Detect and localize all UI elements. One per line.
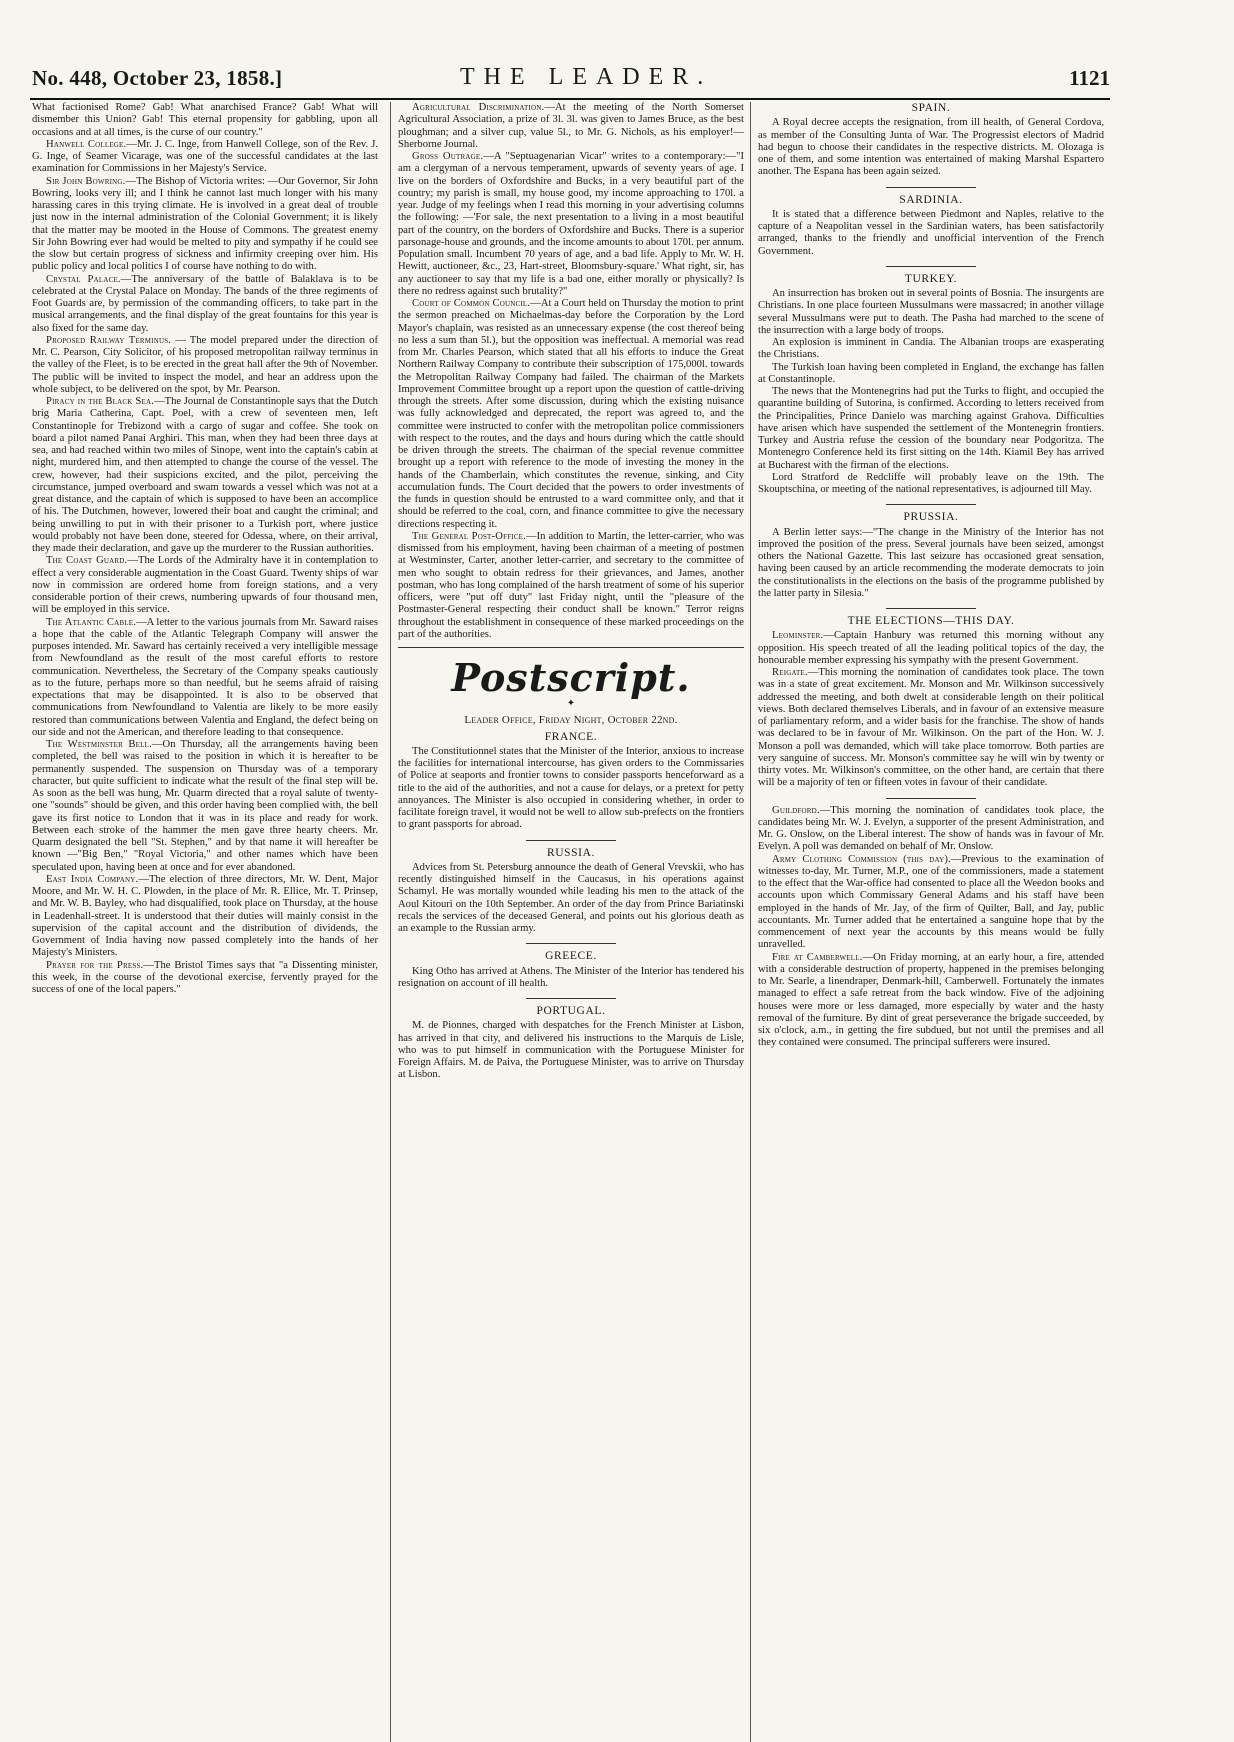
article-text: Advices from St. Petersburg announce the death of General Vrevskii, who has recently distinguished himself in the Caucasus, in his operations against Schamyl. He was mortally wounded while leading his men to the attack of the Aoul Kitouri on the 10th September. An order of the day from Prince Bariatinski recals the services of the deceased General, and points out his glorious death as an example to the Russian army. [398,861,744,934]
postscript-title: Postscript. [451,655,691,700]
article-text: King Otho has arrived at Athens. The Minister of the Interior has tendered his resignation on account of ill health. [398,965,744,989]
section-heading-sardinia: SARDINIA. [899,193,963,206]
article-text: —The Bristol Times says that "a Dissenting minister, this week, in the course of the devotional exercise, fervently prayed for the success of one of the local papers." [32,959,379,995]
article-paragraph [32,960,378,997]
section-rule [398,647,744,648]
article-head: Guildford. [772,804,820,816]
article-head: The Atlantic Cable. [46,616,137,628]
article-text: —This morning the nomination of candidates took place, the candidates being Mr. W. J. Evelyn, a supporter of the present Administration, and Mr. G. Onslow, on the Liberal interest. The show of hands was in favour of Mr. Evelyn. A poll was demanded on behalf of Mr. Onslow. [758,804,1104,853]
article-text: —The election of three directors, Mr. W. Dent, Major Moore, and Mr. W. H. C. Plowden, in the place of Mr. R. Ellice, Mr. T. Prinsep, and Mr. W. B. Bayley, who had disqualified, took place on Thursday, at the house in Leadenhall-street. It is understood that their duties will mainly consist in the supervision of the capital account and the distribution of dividends, the Government of India having now passed completely into the hands of her Majesty's Ministers. [32,873,378,959]
article-text: What factionised Rome? Gab! What anarchised France? Gab! What will dismember this Union? Gab! This eternal propensity for gabbling, upon all occasions and at all times, is the curse of our country." [32,102,378,138]
article-paragraph [32,335,378,396]
section-rule [526,998,616,999]
section-rule [886,187,976,188]
article-text: The news that the Montenegrins had put the Turks to flight, and occupied the quarantine building of Sutorina, is confirmed. According to letters received from the Principalities, Prince Danielo was marching against Grahova. Difficulties have arisen which have suspended the settlement of the Montenegrin frontiers. Turkey and Austria refuse the cession of the boundary near Podgoritza. The Montenegro Conference held its first sitting on the 14th. Kiamil Bey has arrived at Bucharest with the firman of the elections. [758,386,1104,471]
article-head: Leominster. [772,630,824,642]
article-text: —This morning the nomination of candidates took place. The town was in a state of great excitement. Mr. Monson and Mr. Wilkinson successively addressed the meeting, and both dwelt at considerable length on their political views. Both declared themselves Liberals, and in favour of an extensive measure of parliamentary reform, and a wider basis for the franchise. The show of hands was declared to be in favour of Mr. Wilkinson. On the part of the Hon. W. J. Monson a poll was demanded, which will take place tomorrow. Both parties are very sanguine of success. Mr. Monson's committee say he will win by twenty or thirty votes. Mr. Wilkinson's committee, on the other hand, are certain that there will be a majority of ten or fifteen votes in favour of their candidate. [758,667,1104,789]
article-head: Court of Common Council. [412,298,531,309]
article-head: The General Post-Office. [412,530,527,542]
article-text: —A letter to the various journals from Mr. Saward raises a hope that the cable of the Atlantic Telegraph Company will answer the purposes intended. Mr. Saward has certainly received a very intelligible message from Newfoundland as the result of the most careful efforts to restore communication. Nevertheless, the Secretary of the Company speaks cautiously as to the future, perhaps more so than needful, but he seems afraid of raising expectations that may be disappointed. It is also to be observed that communications from Newfoundland to Valentia are likely to be more easily restored than communications between Valentia and England, the defect being on our side and not the American, and therefore leading to that consequence. [32,616,378,738]
newspaper-page [30,58,1110,1081]
article-text: —A "Septuagenarian Vicar" writes to a contemporary:—"I am a clergyman of a nervous temperament, upwards of seventy years of age. I live on the borders of Oxfordshire and Bucks, in a very beautiful part of the country; my parish is small, my house good, my income approaching to 170l. a year. Judge of my feelings when I read this morning in your advertising columns the following: —'For sale, the next presentation to a living in a most beautiful part of the country, on the borders of Oxfordshire and Bucks. There is a superior parsonage-house and grounds, and the income amounts to about 170l. per annum. Population small. Incumbent 70 years of age, and a bad life. Apply to Mr. W. H. Hewitt, auctioneer, &c., 23, Hart-street, Bloomsbury-square.' What right, sir, has any auctioneer to say that my life is a bad one, either morally or physically? Is there no redress against such brutality?" [398,151,744,297]
dateline: Leader Office, Friday Night, October 22nd. [464,714,678,727]
article-text: —On Thursday, all the arrangements having been completed, the bell was raised to the position in which it is hereafter to be permanently suspended. The suspension on Thursday was of a temporary character, but quite sufficient to indicate what the result of the final step will be. As soon as the bell was hung, Mr. Quarm directed that a royal salute of twenty-one "sounds" should be given, and this order having been complied with, the bell gave its first notice to London that it was in its place and ready for work. Between each stroke of the hammer the men gave three hearty cheers. Mr. Quarm designated the bell "St. Stephen," and by that name it will hereafter be known —"Big Ben," "Royal Victoria," and other names which have been speculated upon, having been at once and for ever abandoned. [32,739,378,873]
newspaper-title: THE LEADER. [460,64,713,90]
page-number: 1121 [1069,66,1110,90]
article-text: —The Journal de Constantinople says that the Dutch brig Maria Catherina, Capt. Poel, with a crew of seventeen men, left Constantinople for Trebizond with a cargo of sugar and coffee. She took on board a pilot named Panai Arghiri. This man, when they had been three days at sea, and had reached within two miles of Sinope, went into the captain's cabin at night, murdered him, and then attempted to change the course of the vessel. The crew, however, had their suspicions excited, and the pilot, perceiving the circumstance, jumped overboard and swam towards a vessel which was not at a great distance, and the captain of which is supposed to have been an accomplice of his. The Dutchmen, however, lowered their boat and caught the criminal; and being unwilling to put in with their prisoner to a Turkish port, where justice would probably not have been done, steered for Odessa, where, on their arrival, they made their declaration, and gave up the murderer to the Russian authorities. [32,396,378,554]
article-text: —At the meeting of the North Somerset Agricultural Association, a prize of 3l. 3l. was given to James Bruce, as the best ploughman; and a silver cup, value 5l., to Mr. G. Nichols, as his employer!—Sherborne Journal. [398,102,744,150]
section-rule [886,266,976,267]
article-head: Proposed Railway Terminus. [46,334,172,346]
article-paragraph [758,854,1104,952]
article-paragraph [32,176,378,274]
article-text: M. de Pionnes, charged with despatches for the French Minister at Lisbon, has arrived in that city, and delivered his instructions to the Marquis de Lisle, who was to put himself in communication with the Portuguese Minister for Foreign Affairs. M. de Paiva, the Portuguese Minister, was to arrive on Thursday at Lisbon. [398,1020,744,1081]
article-paragraph [398,102,744,151]
article-head: Crystal Palace. [46,273,121,285]
article-text: —In addition to Martin, the letter-carrier, who was dismissed from his employment, having been chairman of a meeting of postmen at Westminster, Carter, another letter-carrier, and secretary to the committee of men who sought to obtain redress for their grievances, and James, another postman, who has long complained of the harsh treatment of some of his superior officers, were "put off duty" last Friday night, until the "pleasure of the Postmaster-General respecting their conduct shall be known." Terror reigns throughout the establishment in consequence of these marked proceedings on the part of the authorities. [398,530,744,640]
article-head: Hanwell College. [46,138,127,150]
article-paragraph [32,874,378,960]
article-head: East India Company. [46,873,139,885]
article-head: Fire at Camberwell. [772,951,863,963]
section-heading-elections: THE ELECTIONS—THIS DAY. [847,615,1015,627]
article-text: The Turkish loan having been completed in England, the exchange has fallen at Constantinople. [758,361,1104,385]
article-paragraph [758,805,1104,854]
article-text: An explosion is imminent in Candia. The Albanian troops are exasperating the Christians. [758,337,1104,361]
masthead [30,58,1110,100]
column-3 [758,102,1104,1050]
article-paragraph [32,396,378,555]
article-text: A Berlin letter says:—"The change in the Ministry of the Interior has not improved the position of the press. Several journals have been seized, amongst others the National Gazette. This last seizure has occasioned great sensation, having been caused by an article recommending the moderate democrats to join the constitutionalists in the elections on the basis of the programme published by the latter party in Silesia." [758,526,1104,599]
section-heading-portugal: PORTUGAL. [536,1005,606,1017]
section-heading-greece: GREECE. [545,950,597,963]
article-paragraph [398,151,744,298]
section-rule [886,798,976,799]
section-rule [886,608,976,609]
article-head: The Westminster Bell. [46,739,152,750]
article-head: Prayer for the Press. [46,959,144,971]
article-text: Lord Stratford de Redcliffe will probably leave on the 19th. The Skouptschina, or meeting of the national representatives, is adjourned till May. [758,471,1104,495]
article-head: Gross Outrage. [412,151,484,162]
article-head: Agricultural Discrimination. [412,102,545,113]
section-rule [886,504,976,505]
article-head: Army Clothing Commission (this day). [772,853,951,865]
column-1 [32,102,378,996]
article-text: —The Lords of the Admiralty have it in contemplation to effect a very considerable augmentation in the Coast Guard. Twenty ships of war now in commission are ordered home from foreign stations, and a very considerable portion of their crews, numbering upwards of four thousand men, will be employed in this service. [32,555,379,616]
article-head: Reigate. [772,667,808,678]
article-paragraph [32,139,378,176]
article-text: —The anniversary of the battle of Balaklava is to be celebrated at the Crystal Palace on Monday. The bands of the three regiments of Foot Guards are, by permission of the commanding officers, to take part in the musical arrangements, and the final display of the great fountains for this year is also fixed for the same day. [32,273,378,334]
section-heading-france: FRANCE. [544,730,598,743]
article-text: An insurrection has broken out in several points of Bosnia. The insurgents are Christians. In one place fourteen Mussulmans were massacred; in another village several Mussulmans were put to death. The Pasha had marched to the scene of the insurrection with a large body of troops. [758,288,1104,336]
section-rule [526,943,616,944]
section-heading-turkey: TURKEY. [904,272,958,285]
ornament-icon: ✦ [566,698,576,709]
column-2 [398,102,744,1082]
article-text: A Royal decree accepts the resignation, from ill health, of General Cordova, as member of the Consulting Junta of War. The Progressist electors of Madrid had begun to choose their candidates in the respective districts. M. Olozaga is one of them, and some intention was entertained of making Marshal Espartero another. The Espana has been again seized. [758,117,1104,178]
article-text: It is stated that a difference between Piedmont and Naples, relative to the capture of a Neapolitan vessel in the Sardinian waters, has been satisfactorily arranged, thanks to the friendly and unofficial intervention of the French Government. [758,208,1104,257]
section-heading-spain: SPAIN. [911,102,951,114]
section-heading-russia: RUSSIA. [547,846,595,859]
article-text: — The model prepared under the direction of Mr. C. Pearson, City Solicitor, of his proposed metropolitan railway terminus in the valley of the Fleet, is to be erected in the great hall after the 9th of November. The public will be invited to inspect the model, and hear an address upon the whole subject, to be delivered on the spot, by Mr. Pearson. [32,334,378,395]
article-text: —Mr. J. C. Inge, from Hanwell College, son of the Rev. J. G. Inge, of Seamer Vicarage, was one of the successful candidates at the last examination for Commissions in her Majesty's Service. [32,138,378,175]
issue-info: No. 448, October 23, 1858.] [32,66,283,90]
article-paragraph [32,274,378,335]
article-paragraph [398,298,744,531]
article-paragraph [758,630,1104,667]
article-paragraph [32,617,378,740]
article-text: —Captain Hanbury was returned this morning without any opposition. His speech treated of all the leading political topics of the day, the honourable member expressing his sympathy with the present Government. [758,630,1104,666]
article-paragraph [758,667,1104,790]
section-heading-prussia: PRUSSIA. [903,511,959,524]
article-paragraph [32,739,378,874]
section-rule [526,840,616,841]
column-rule [390,102,391,1742]
article-text: —On Friday morning, at an early hour, a fire, attended with a considerable destruction of property, happened in the premises belonging to Mr. Searle, a linendraper, Denmark-hill, Camberwell. Fortunately the inmates managed to effect a safe retreat from the back window. Five of the adjoining houses were more or less damaged, more especially by water and the hasty removal of the furniture. By dint of great perseverance the brigade succeeded, by six o'clock, a.m., in getting the fire subdued, but not until the premises and all they contained were consumed. The principal sufferers were insured. [758,951,1104,1049]
article-paragraph [398,531,744,641]
article-head: Sir John Bowring. [46,175,126,187]
column-rule [750,102,751,1742]
article-text: —Previous to the examination of witnesses to-day, Mr. Turner, M.P., one of the commissioners, made a statement to the effect that the War-office had consented to place all the Weedon books and accounts upon which Commissary General Adams and his staff have been employed in the hands of Mr. Jay, of the firm of Quilter, Ball, and Jay, public accountants. Mr. Turner added that he entertained a sanguine hope that by the commencement of next year the accounts by this means would be fully unravelled. [758,853,1104,951]
article-text: —The Bishop of Victoria writes: —Our Governor, Sir John Bowring, looks very ill; and I think he cannot last much longer with his many harassing cares in this trying climate. He is involved in a great deal of trouble just now in the internal administration of the Colonial Government; it is likely that the matter may be mooted in the House of Commons. The greatest enemy Sir John Bowring ever had would be melted to pity and sympathy if he could see the slow but certain progress of sickness and infirmity creeping over him. His public policy and local politics I of course have nothing to do with. [32,175,378,273]
article-paragraph [32,555,378,616]
article-paragraph [758,952,1104,1050]
article-head: The Coast Guard. [46,555,128,567]
article-text: The Constitutionnel states that the Minister of the Interior, anxious to increase the facilities for international intercourse, has given orders to the Commissaries of Police at seaports and frontier towns to consider passports henceforward as a title to the aid of the authorities, and not a cause for delays, or a pretext for petty annoyances. The Minister is also occupied in considering whether, in order to facilitate foreign travel, it would not be well to allow sub-prefects on the frontiers to grant passports for abroad. [398,745,744,831]
article-head: Piracy in the Black Sea. [46,396,155,407]
article-text: —At a Court held on Thursday the motion to print the sermon preached on Michaelmas-day before the Corporation by the Lord Mayor's chaplain, was resisted as an unnecessary expense (the cost thereof being no less a sum than 5l.), but the opposition was ineffectual. A memorial was read from Mr. Charles Pearson, which stated that all his efforts to induce the Great Northern Railway Company to contribute their subscription of 175,000l. towards the Metropolitan Railway Company had failed. The chairman of the Markets Improvement Committee brought up a report upon the question of cattle-driving through the streets. After some discussion, during which the existing nuisance was fully acknowledged and deprecated, the report was agreed to, and the committee were instructed to confer with the metropolitan police commissioners with respect to the routes, and the days and hours during which the cattle should be driven through the streets. The chairman of the special revenue committee brought up a report with reference to the mode of investing the money in the hands of the Chamberlain, which constitutes the revenue, sinking, and City accumulation funds. The Court decided that the powers to order investments of the funds in question should be entrusted to a ward committee only, and that it should be referred to the coal, corn, and finance committee to give the necessary directions respecting it. [398,298,745,530]
